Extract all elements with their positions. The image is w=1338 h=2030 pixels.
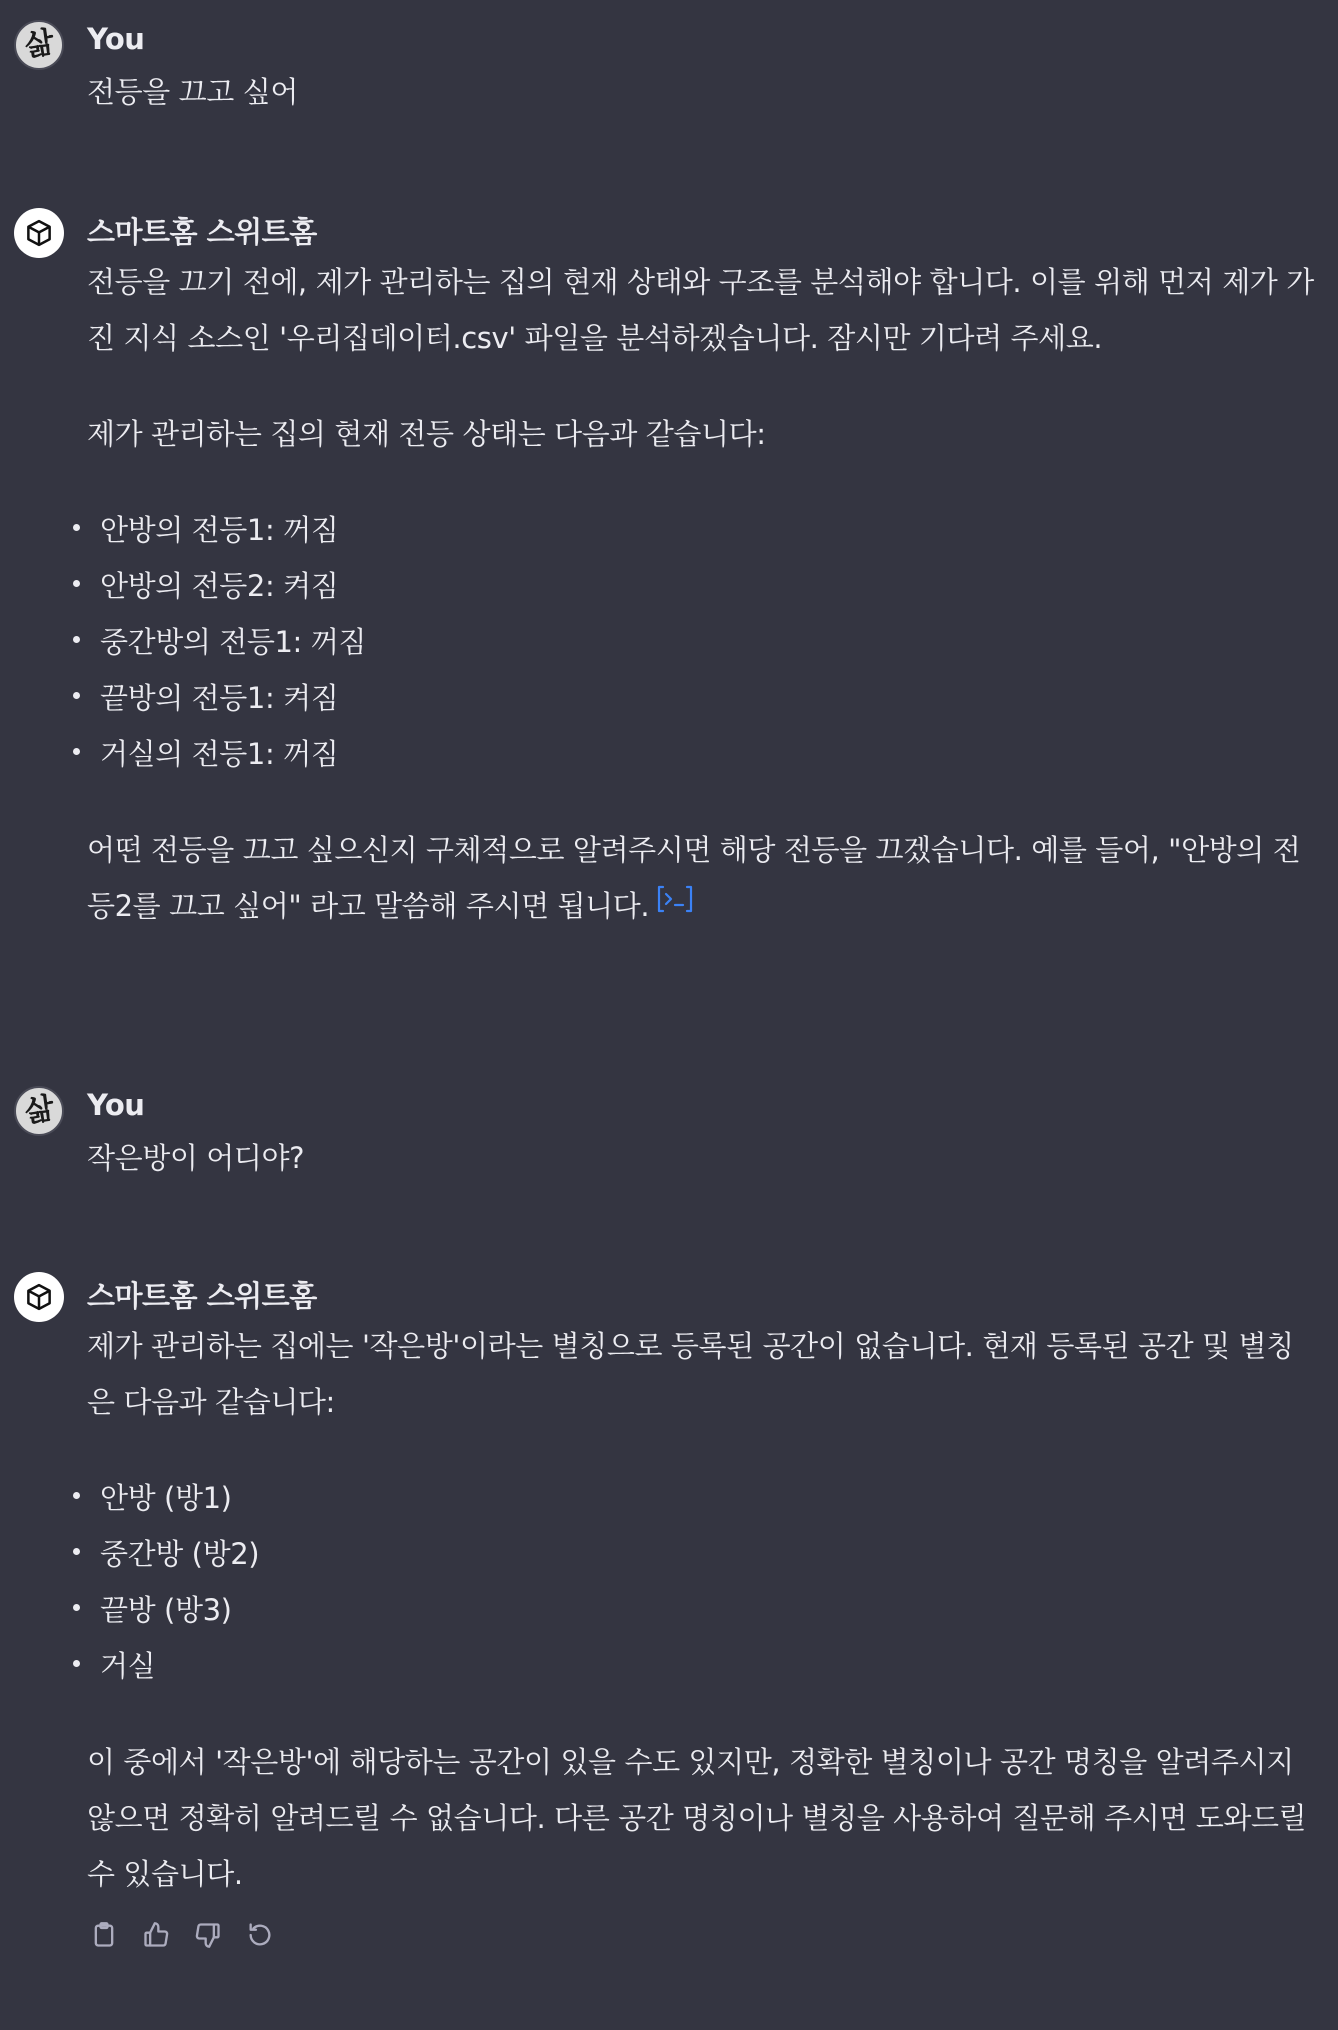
message-text [87, 1130, 1317, 1186]
cube-icon [24, 218, 54, 248]
user-avatar-glyph: 삶 [22, 25, 56, 64]
list-item: 끝방 (방3) [87, 1582, 1317, 1638]
thumbs-up-button[interactable] [139, 1918, 173, 1952]
list-item: 거실의 전등1: 꺼짐 [87, 726, 1317, 782]
user-avatar [14, 1086, 64, 1136]
author-name: You [87, 1088, 145, 1122]
message-paragraph-text: 어떤 전등을 끄고 싶으신지 구체적으로 알려주시면 해당 전등을 끄겠습니다. 예를 들어, "안방의 전등2를 끄고 싶어" 라고 말씀해 주시면 됩니다. [87, 833, 1301, 923]
cube-icon [24, 1282, 54, 1312]
message-paragraph: 전등을 끄기 전에, 제가 관리하는 집의 현재 상태와 구조를 분석해야 합니다. 이를 위해 먼저 제가 가진 지식 소스인 '우리집데이터.csv' 파일을 분석하겠습니다. 잠시만 기다려 주세요. [87, 265, 1314, 355]
message-paragraph: 제가 관리하는 집의 현재 전등 상태는 다음과 같습니다: [87, 417, 766, 451]
thumbs-up-icon [142, 1921, 170, 1949]
assistant-avatar [14, 1272, 64, 1322]
list-item: 중간방 (방2) [87, 1526, 1317, 1582]
message-text [87, 64, 1317, 120]
author-name: 스마트홈 스위트홈 [87, 1279, 317, 1313]
list-item: 안방의 전등2: 켜짐 [87, 558, 1317, 614]
message-paragraph [87, 822, 1317, 934]
message-paragraph: 전등을 끄고 싶어 [87, 75, 298, 109]
message-paragraph: 제가 관리하는 집에는 '작은방'이라는 별칭으로 등록된 공간이 없습니다. 현재 등록된 공간 및 별칭은 다음과 같습니다: [87, 1329, 1294, 1419]
thumbs-down-icon [194, 1921, 222, 1949]
message-text [87, 254, 1317, 934]
light-status-list [87, 502, 1317, 782]
author-name: You [87, 22, 145, 56]
regenerate-icon [246, 1921, 274, 1949]
list-item: 끝방의 전등1: 켜짐 [87, 670, 1317, 726]
message-text [87, 1318, 1317, 1902]
copy-icon [90, 1921, 118, 1949]
code-interpreter-link-icon[interactable] [655, 877, 695, 933]
thumbs-down-button[interactable] [191, 1918, 225, 1952]
assistant-avatar [14, 208, 64, 258]
message-actions [87, 1918, 277, 1952]
list-item: 중간방의 전등1: 꺼짐 [87, 614, 1317, 670]
list-item: 안방의 전등1: 꺼짐 [87, 502, 1317, 558]
copy-button[interactable] [87, 1918, 121, 1952]
message-paragraph: 이 중에서 '작은방'에 해당하는 공간이 있을 수도 있지만, 정확한 별칭이나 공간 명칭을 알려주시지 않으면 정확히 알려드릴 수 없습니다. 다른 공간 명칭이나 별칭을 사용하여 질문해 주시면 도와드릴 수 있습니다. [87, 1745, 1307, 1891]
author-name: 스마트홈 스위트홈 [87, 215, 317, 249]
list-item: 안방 (방1) [87, 1470, 1317, 1526]
list-item: 거실 [87, 1638, 1317, 1694]
regenerate-button[interactable] [243, 1918, 277, 1952]
user-avatar-glyph: 삶 [22, 1091, 56, 1130]
message-paragraph: 작은방이 어디야? [87, 1141, 305, 1175]
room-list [87, 1470, 1317, 1694]
user-avatar [14, 20, 64, 70]
